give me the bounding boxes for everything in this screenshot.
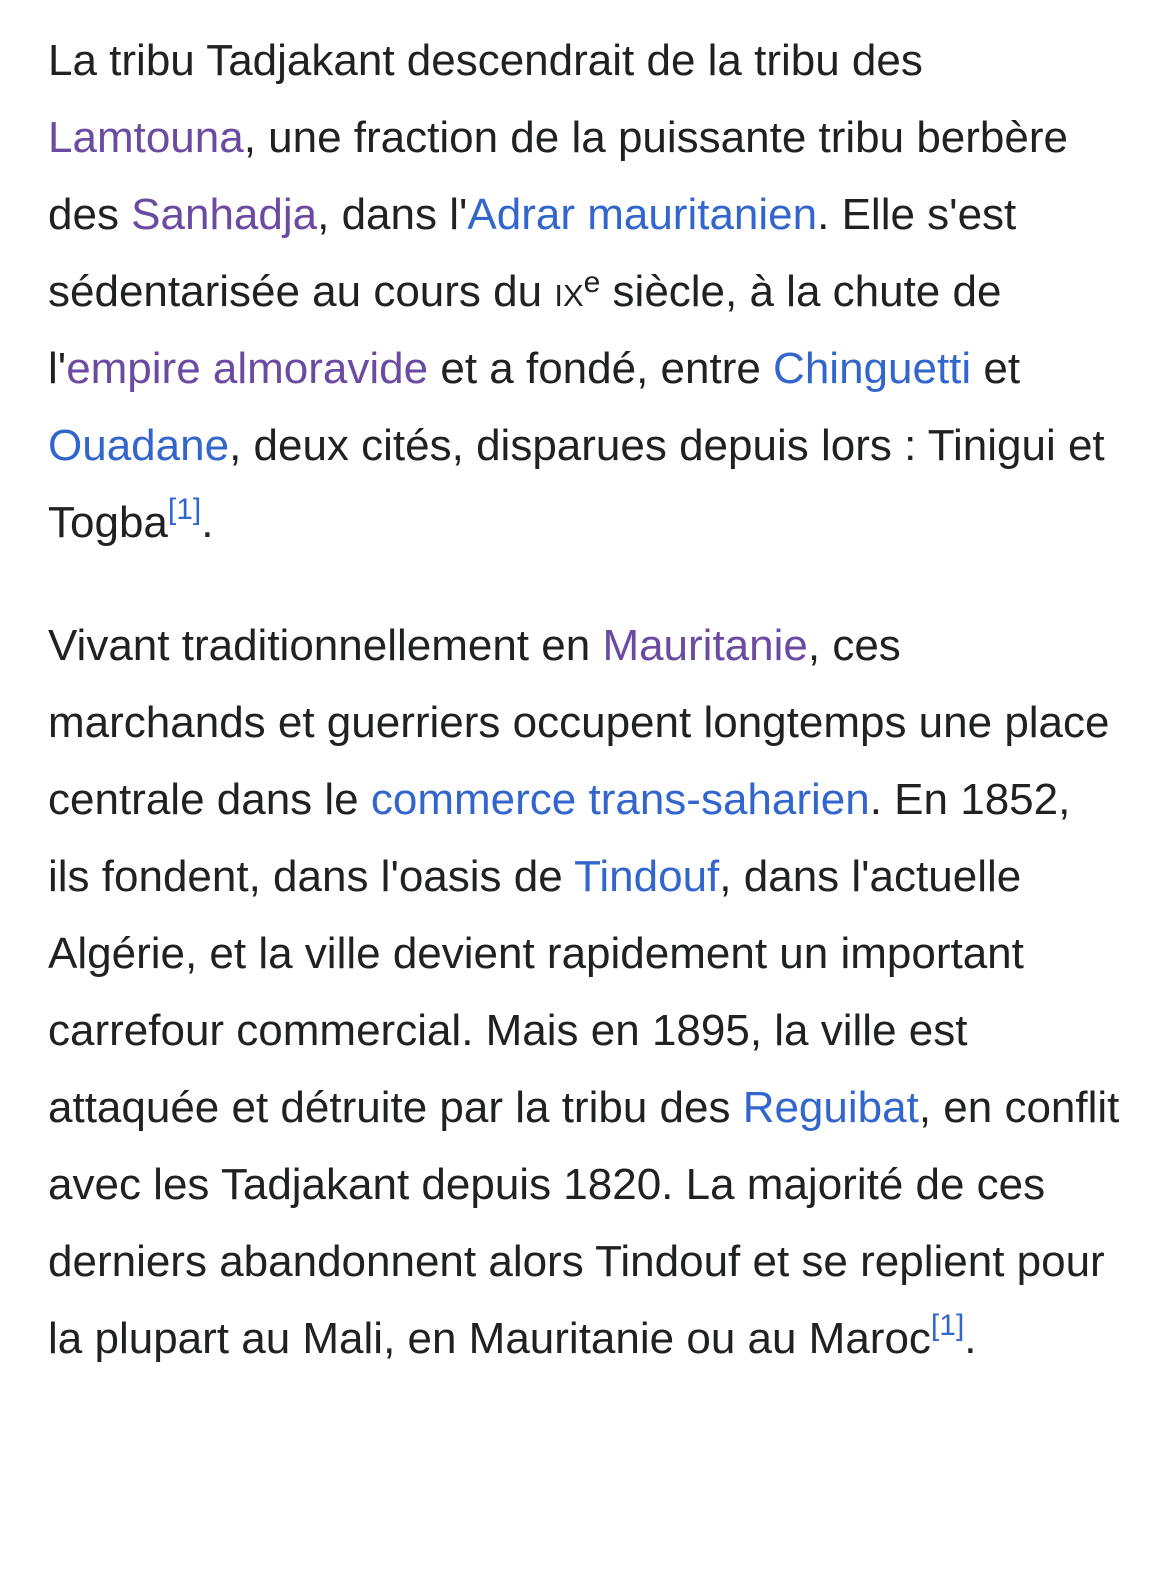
text-run: , une fraction de la puissante tribu berbère des bbox=[48, 113, 1068, 239]
link-mauritanie[interactable]: Mauritanie bbox=[602, 621, 808, 670]
link-tindouf[interactable]: Tindouf bbox=[574, 852, 720, 901]
link-commerce-trans-saharien[interactable]: commerce trans-saharien bbox=[370, 775, 870, 824]
link-adrar-mauritanien[interactable]: Adrar mauritanien bbox=[467, 190, 818, 239]
text-run: La tribu Tadjakant descendrait de la tribu des bbox=[48, 36, 923, 85]
text-run: . bbox=[964, 1314, 977, 1363]
century-superscript: e bbox=[583, 266, 601, 299]
reference-link-1[interactable]: [1] bbox=[167, 493, 202, 526]
text-run: , en conflit avec les Tadjakant depuis 1820. La majorité de ces derniers abandonnent alors Tindouf et se replient pour la plupart au Mali, en Mauritanie ou au Maroc bbox=[48, 1083, 1120, 1363]
text-run: . En 1852, ils fondent, dans l'oasis de bbox=[48, 775, 1071, 901]
text-run: et a fondé, entre bbox=[428, 344, 774, 393]
link-empire-almoravide[interactable]: empire almoravide bbox=[66, 344, 429, 393]
text-run: , dans l'actuelle Algérie, et la ville devient rapidement un important carrefour commercial. Mais en 1895, la ville est attaquée et détruite par la tribu des bbox=[48, 852, 1024, 1132]
text-run: Vivant traditionnellement en bbox=[48, 621, 603, 670]
reference-sup bbox=[931, 1309, 964, 1342]
text-run: siècle, à la chute de l' bbox=[48, 267, 1002, 393]
link-lamtouna[interactable]: Lamtouna bbox=[48, 113, 244, 162]
link-sanhadja[interactable]: Sanhadja bbox=[131, 190, 318, 239]
link-chinguetti[interactable]: Chinguetti bbox=[773, 344, 972, 393]
reference-link-1[interactable]: [1] bbox=[930, 1309, 965, 1342]
link-reguibat[interactable]: Reguibat bbox=[742, 1083, 919, 1132]
text-run: . bbox=[201, 498, 214, 547]
century-numeral: ix bbox=[554, 267, 584, 316]
text-run: , ces marchands et guerriers occupent longtemps une place centrale dans le bbox=[48, 621, 1110, 824]
reference-sup bbox=[168, 493, 201, 526]
link-ouadane[interactable]: Ouadane bbox=[48, 421, 230, 470]
text-run: . Elle s'est sédentarisée au cours du bbox=[48, 190, 1017, 316]
text-run: , deux cités, disparues depuis lors : Tinigui et Togba bbox=[48, 421, 1105, 547]
text-run: , dans l' bbox=[317, 190, 468, 239]
paragraph-origins bbox=[48, 22, 1120, 561]
text-run: et bbox=[971, 344, 1021, 393]
paragraph-history bbox=[48, 607, 1120, 1377]
